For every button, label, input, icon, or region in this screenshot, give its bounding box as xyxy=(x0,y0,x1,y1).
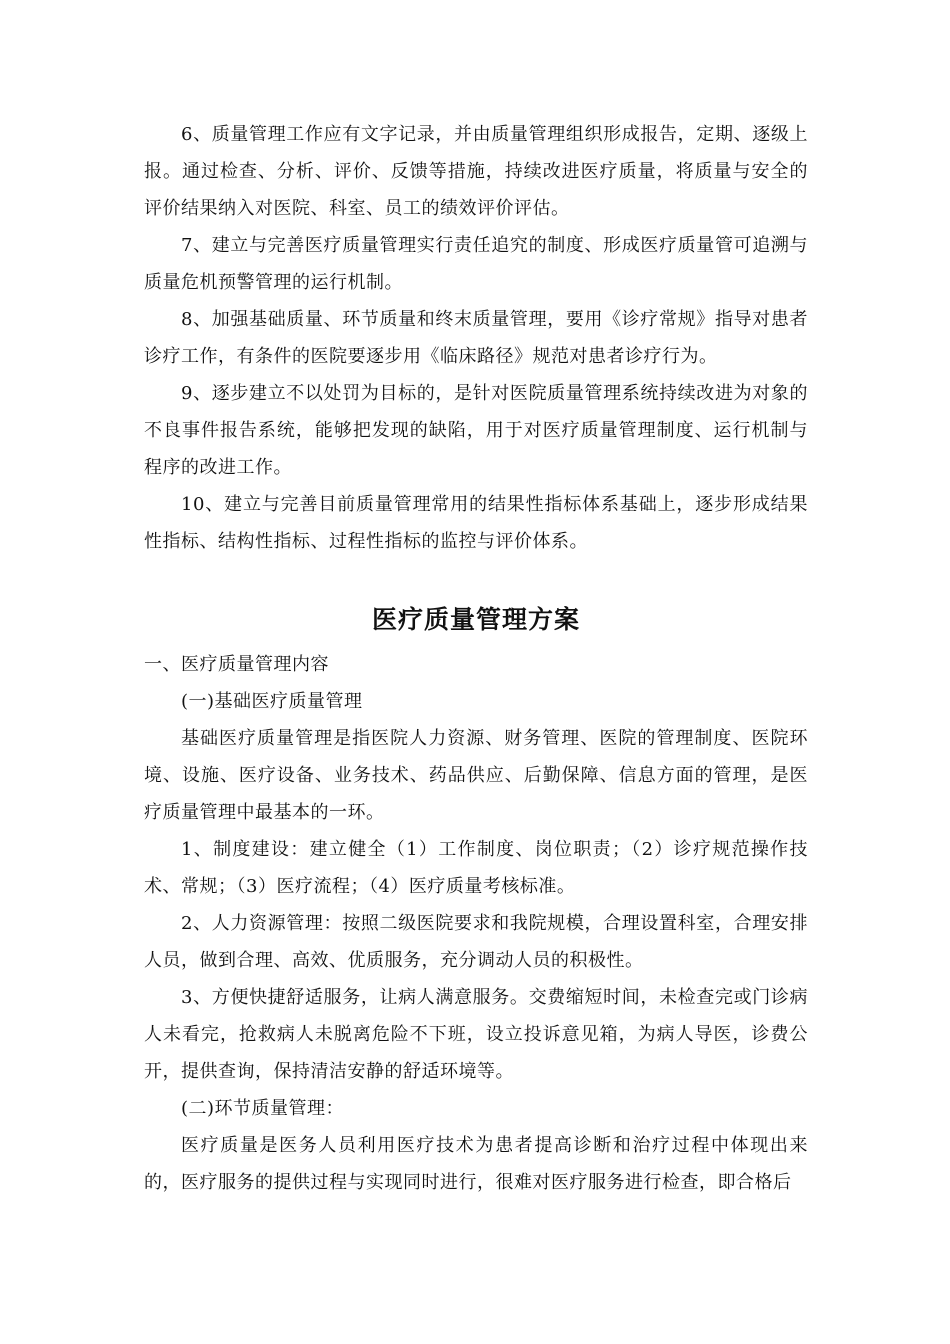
subsection-title-process: (二)环节质量管理： xyxy=(181,1098,345,1119)
paragraph-item-8: 8、加强基础质量、环节质量和终末质量管理，要用《诊疗常规》指导对患者诊疗工作，有条件的医院要逐步用《临床路径》规范对患者诊疗行为。 xyxy=(144,309,808,367)
document-page xyxy=(144,116,808,1201)
paragraph-item-6: 6、质量管理工作应有文字记录，并由质量管理组织形成报告，定期、逐级上报。通过检查、分析、评价、反馈等措施，持续改进医疗质量，将质量与安全的评价结果纳入对医院、科室、员工的绩效评价评估。 xyxy=(144,124,808,219)
spacer xyxy=(144,560,808,600)
paragraph-basic-intro: 基础医疗质量管理是指医院人力资源、财务管理、医院的管理制度、医院环境、设施、医疗设备、业务技术、药品供应、后勤保障、信息方面的管理，是医疗质量管理中最基本的一环。 xyxy=(144,728,808,823)
paragraph-basic-item-1: 1、制度建设：建立健全（1）工作制度、岗位职责；（2）诊疗规范操作技术、常规；（3）医疗流程；（4）医疗质量考核标准。 xyxy=(144,839,808,897)
paragraph-item-9: 9、逐步建立不以处罚为目标的，是针对医院质量管理系统持续改进为对象的不良事件报告系统，能够把发现的缺陷，用于对医疗质量管理制度、运行机制与程序的改进工作。 xyxy=(144,383,808,478)
paragraph-item-10: 10、建立与完善目前质量管理常用的结果性指标体系基础上，逐步形成结果性指标、结构性指标、过程性指标的监控与评价体系。 xyxy=(144,494,808,552)
document-heading: 医疗质量管理方案 xyxy=(371,605,580,634)
paragraph-basic-item-2: 2、人力资源管理：按照二级医院要求和我院规模，合理设置科室，合理安排人员，做到合理、高效、优质服务，充分调动人员的积极性。 xyxy=(144,913,808,971)
paragraph-process-intro: 医疗质量是医务人员利用医疗技术为患者提高诊断和治疗过程中体现出来的，医疗服务的提供过程与实现同时进行，很难对医疗服务进行检查，即合格后 xyxy=(144,1135,808,1193)
section-title: 一、医疗质量管理内容 xyxy=(144,654,329,675)
paragraph-item-7: 7、建立与完善医疗质量管理实行责任追究的制度、形成医疗质量管可追溯与质量危机预警管理的运行机制。 xyxy=(144,235,808,293)
paragraph-basic-item-3: 3、方便快捷舒适服务，让病人满意服务。交费缩短时间，未检查完或门诊病人未看完，抢救病人未脱离危险不下班，设立投诉意见箱，为病人导医，诊费公开，提供查询，保持清洁安静的舒适环境等。 xyxy=(144,987,808,1082)
subsection-title-basic: (一)基础医疗质量管理 xyxy=(181,691,363,712)
